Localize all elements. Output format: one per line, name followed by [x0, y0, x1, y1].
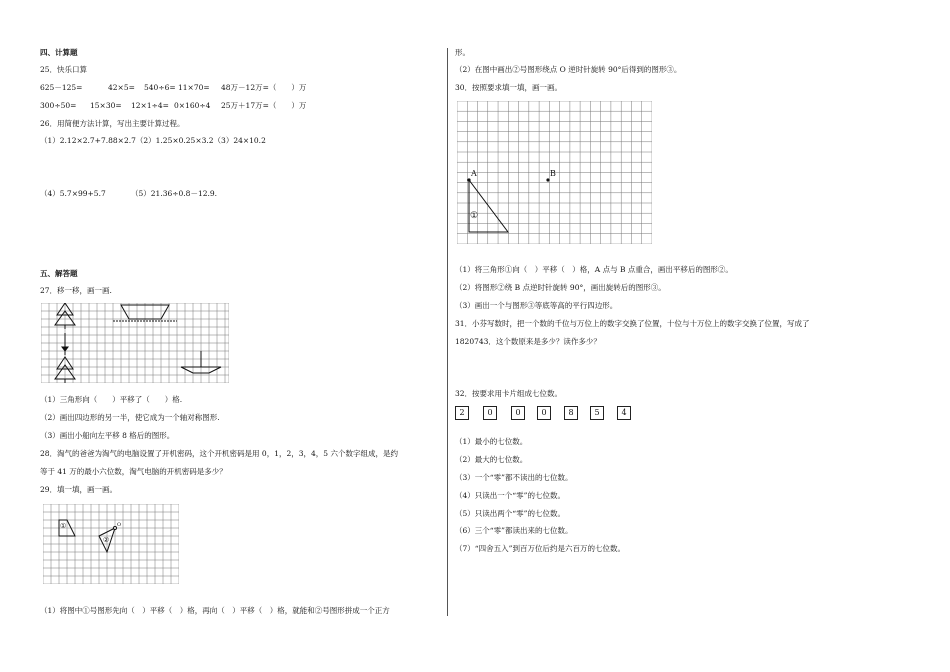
calc-item: 540÷6=	[144, 83, 176, 92]
q26-item-5: （5）21.36÷0.8－12.9.	[131, 189, 218, 198]
point-b	[546, 178, 549, 181]
digit-card: 0	[511, 406, 525, 420]
q30-part-3: （3）画出一个与图形③等底等高的平行四边形。	[455, 301, 618, 310]
q32-title: 32．按要求用卡片组成七位数。	[455, 389, 563, 398]
calc-item: 300÷50=	[40, 101, 77, 110]
q30-grid	[457, 101, 652, 244]
q31-line-2: 1820743．这个数原来是多少？读作多少？	[455, 337, 601, 346]
q26-items-1: （1）2.12×2.7+7.88×2.7（2）1.25×0.25×3.2（3）24×10.2	[40, 136, 266, 145]
q26-title: 26．用简便方法计算，写出主要计算过程。	[40, 119, 185, 128]
q25-title: 25．快乐口算	[40, 65, 88, 74]
shape-2-label: ②	[103, 536, 110, 544]
q27-part-1: （1）三角形向（ ）平移了（ ）格.	[40, 395, 183, 404]
point-a	[467, 178, 470, 181]
q29-grid	[43, 504, 179, 584]
q32-item: （7）“四舍五入”到百万位后约是六百万的七位数。	[455, 544, 625, 553]
q27-grid	[41, 303, 229, 383]
q28-line-2: 等于 41 万的最小六位数，淘气电脑的开机密码是多少？	[40, 467, 227, 476]
q30-part-2: （2）将图形②绕 B 点逆时针旋转 90°，画出旋转后的图形③。	[455, 283, 666, 292]
q32-item: （3）一个“零”都不读出的七位数。	[455, 473, 573, 482]
q27-part-3: （3）画出小船向左平移 8 格后的图形。	[40, 431, 175, 440]
calc-item: 11×70=	[178, 83, 210, 92]
q32-item: （6）三个“零”都读出来的七位数。	[455, 526, 573, 535]
shape-1-label: ①	[60, 522, 67, 530]
q30-part-1: （1）将三角形①向（ ）平移（ ）格，A 点与 B 点重合，画出平移后的图形②。	[455, 265, 733, 274]
section-4-title: 四、计算题	[40, 48, 78, 57]
q27-title: 27．移一移，画一画.	[40, 286, 112, 295]
q29-title: 29．填一填，画一画。	[40, 485, 118, 494]
calc-item: 12×1÷4=	[131, 101, 169, 110]
q30-title: 30．按照要求填一填，画一画。	[455, 83, 563, 92]
calc-item: 42×5=	[108, 83, 135, 92]
calc-item: 25万＋17万=（ ）万	[221, 101, 307, 110]
q32-item: （2）最大的七位数。	[455, 455, 528, 464]
q28-line-1: 28．淘气的爸爸为淘气的电脑设置了开机密码，这个开机密码是用 0，1，2，3，4，5 六个数字组成，是约	[40, 449, 398, 458]
digit-card: 5	[590, 406, 604, 420]
q27-part-2: （2）画出四边形的另一半，使它成为一个轴对称图形.	[40, 413, 220, 422]
q32-item: （4）只读出一个“零”的七位数。	[455, 491, 565, 500]
point-o-label: O	[117, 522, 122, 528]
point-a-label: A	[471, 169, 477, 178]
digit-card: 8	[564, 406, 578, 420]
section-5-title: 五、解答题	[40, 269, 78, 278]
digit-card: 0	[483, 406, 497, 420]
q29-part-2: （2）在图中画出②号图形绕点 O 逆时针旋转 90°后得到的图形③。	[455, 65, 682, 74]
calc-item: 0×160÷4	[174, 101, 211, 110]
point-b-label: B	[550, 169, 556, 178]
column-divider	[447, 48, 448, 616]
q29-continued: 形。	[455, 48, 470, 57]
digit-card: 4	[617, 406, 631, 420]
calc-item: 625－125=	[40, 83, 83, 92]
triangle-1-label: ①	[470, 211, 479, 221]
q26-item-4: （4）5.7×99+5.7	[40, 189, 106, 198]
triangle-1	[469, 180, 508, 232]
calc-item: 15×30=	[90, 101, 122, 110]
q32-item: （1）最小的七位数。	[455, 437, 528, 446]
digit-card: 0	[537, 406, 551, 420]
q31-line-1: 31．小芬写数时，把一个数的千位与万位上的数字交换了位置，十位与十万位上的数字交换了位置，写成了	[455, 319, 810, 328]
digit-card: 2	[455, 406, 469, 420]
q29-part-1: （1）将图中①号图形先向（ ）平移（ ）格，再向（ ）平移（ ）格，就能和②号图形拼成一个正方	[40, 606, 390, 615]
q32-item: （5）只读出两个“零”的七位数。	[455, 509, 565, 518]
calc-item: 48万－12万=（ ）万	[221, 83, 307, 92]
